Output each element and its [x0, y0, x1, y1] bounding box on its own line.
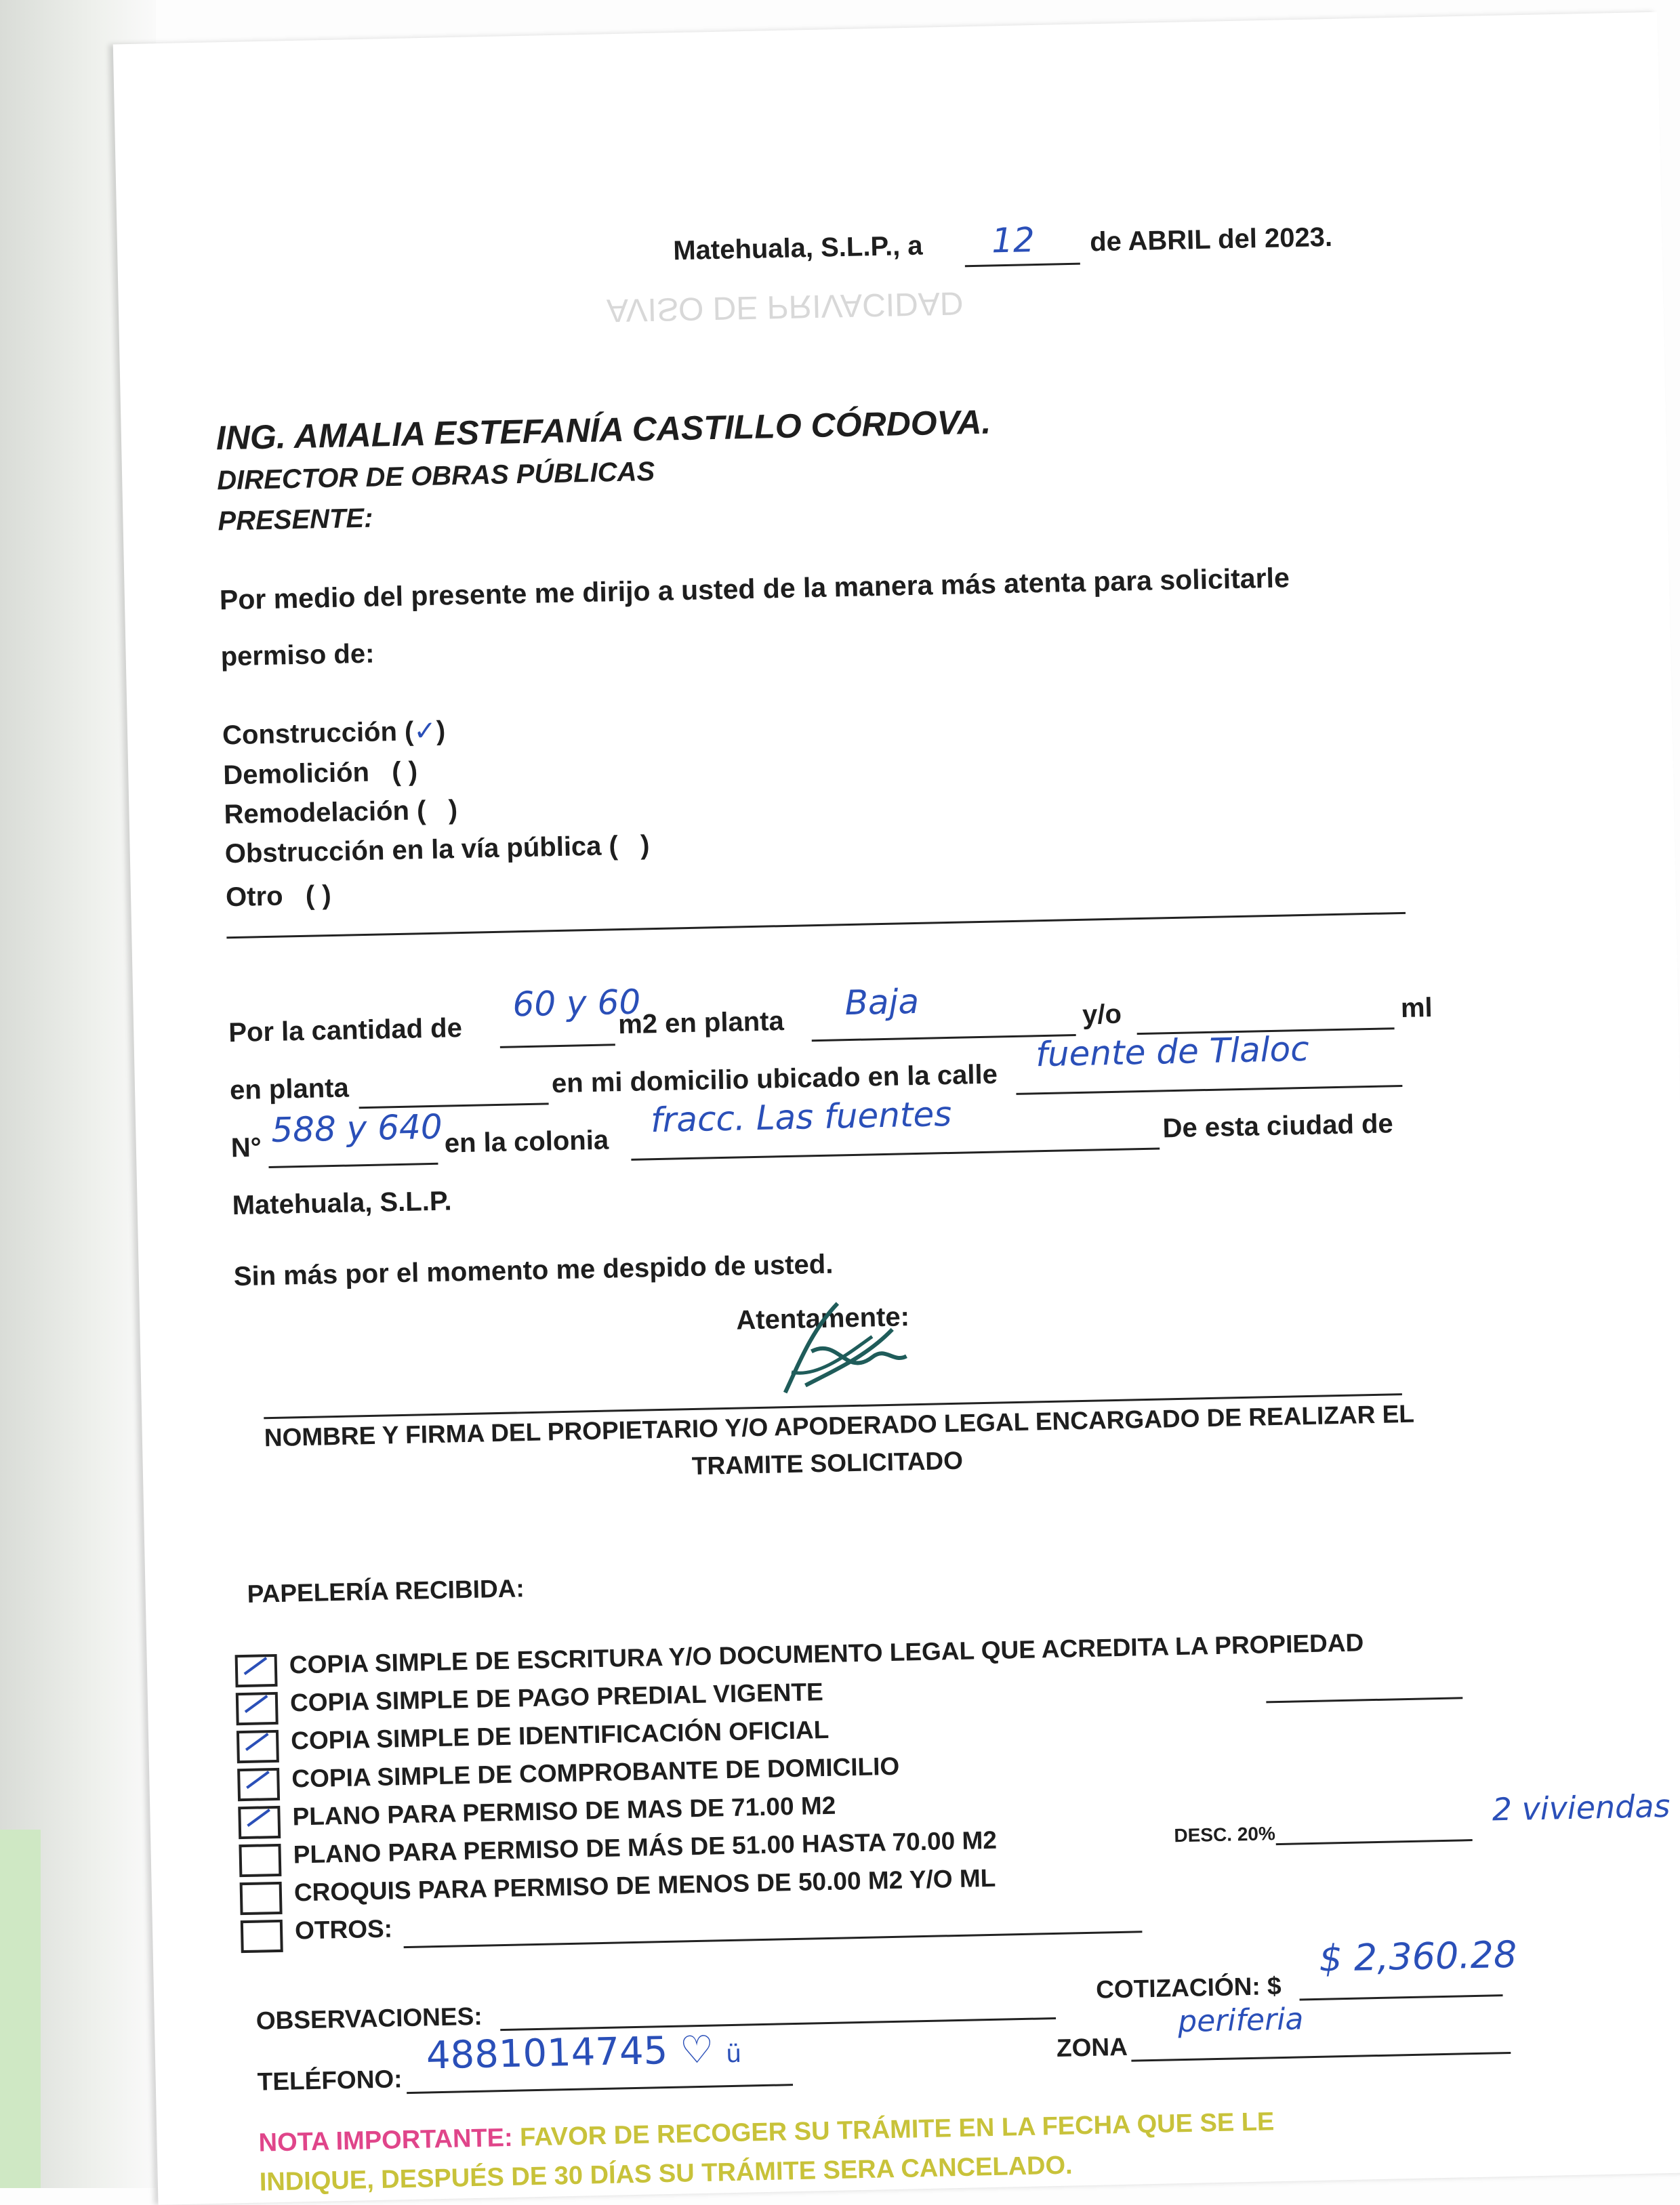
underlying-green-sheet	[0, 1830, 41, 2188]
label-ml: ml	[1400, 993, 1433, 1023]
doc-checkbox[interactable]	[241, 1920, 283, 1953]
city: Matehuala, S.L.P.	[232, 1186, 452, 1221]
request-form-page	[113, 12, 1680, 2205]
otros-line	[404, 1931, 1143, 1948]
telefono-line	[407, 2084, 793, 2094]
viviendas-handwritten: 2 viviendas	[1492, 1787, 1671, 1828]
nota-text-1: FAVOR DE RECOGER SU TRÁMITE EN LA FECHA QUE SE LE	[519, 2107, 1275, 2152]
doc-checkbox[interactable]	[237, 1730, 279, 1763]
permit-obstruccion	[224, 830, 650, 869]
permit-construccion	[222, 715, 446, 751]
telefono-handwritten	[426, 2027, 741, 2078]
heart-icon: ♡	[679, 2027, 714, 2073]
cotizacion-line	[1300, 1994, 1503, 2000]
qty-handwritten: 60 y 60	[512, 982, 641, 1025]
permit-close: )	[448, 795, 458, 825]
nota-line-2: INDIQUE, DESPUÉS DE 30 DÍAS SU TRÁMITE SERA CANCELADO.	[259, 2151, 1073, 2197]
zona-label: ZONA	[1056, 2032, 1128, 2062]
permit-mark: ✓	[413, 716, 437, 747]
no-line	[268, 1163, 438, 1168]
permit-otro	[226, 880, 331, 913]
place-date-prefix: Matehuala, S.L.P., a	[672, 230, 923, 266]
signature-caption-1: NOMBRE Y FIRMA DEL PROPIETARIO Y/O APODERADO LEGAL ENCARGADO DE REALIZAR EL	[264, 1399, 1415, 1452]
observaciones-label: OBSERVACIONES:	[255, 2002, 483, 2035]
doc-item: PLANO PARA PERMISO DE MÁS DE 51.00 HASTA 70.00 M2	[293, 1826, 998, 1869]
doc-item: PLANO PARA PERMISO DE MAS DE 71.00 M2	[292, 1791, 836, 1831]
permit-label: Demolición	[222, 757, 370, 791]
intro-line-2: permiso de:	[220, 638, 375, 672]
farewell: Sin más por el momento me despido de usted.	[233, 1249, 834, 1292]
signature	[736, 1288, 915, 1407]
label-no: N°	[230, 1132, 262, 1163]
documents-heading: PAPELERÍA RECIBIDA:	[247, 1574, 525, 1608]
doc-item: COPIA SIMPLE DE ESCRITURA Y/O DOCUMENTO LEGAL QUE ACREDITA LA PROPIEDAD	[289, 1628, 1364, 1679]
calle-line	[1016, 1085, 1402, 1095]
predial-side-line	[1266, 1697, 1462, 1703]
doc-checkbox[interactable]	[238, 1806, 281, 1839]
intro-line-1: Por medio del presente me dirijo a usted de la manera más atenta para solicitarle	[219, 562, 1290, 616]
smiley-icon: ü	[725, 2040, 742, 2069]
zona-line	[1131, 2052, 1511, 2062]
permit-label: Remodelación (	[224, 796, 426, 830]
place-date-suffix: de ABRIL del 2023.	[1089, 222, 1333, 257]
doc-item: COPIA SIMPLE DE IDENTIFICACIÓN OFICIAL	[290, 1715, 829, 1755]
day-line	[965, 263, 1080, 268]
nota-label: NOTA IMPORTANTE:	[258, 2123, 514, 2158]
addressee-presente: PRESENTE:	[218, 503, 373, 537]
label-en-planta: en planta	[229, 1073, 350, 1106]
colonia-handwritten: fracc. Las fuentes	[650, 1094, 952, 1140]
label-ciudad: De esta ciudad de	[1162, 1109, 1394, 1144]
permit-mark: ( )	[391, 756, 418, 787]
cotizacion-label: COTIZACIÓN: $	[1095, 1972, 1282, 2004]
desc-line	[1276, 1839, 1473, 1845]
permit-label: Construcción (	[222, 716, 414, 751]
cotizacion-handwritten: $ 2,360.28	[1318, 1933, 1517, 1980]
permit-mark: ( )	[305, 880, 332, 911]
label-yo: y/o	[1082, 999, 1122, 1030]
otro-line	[226, 912, 1406, 939]
observaciones-line	[500, 2017, 1056, 2031]
nota-line-1	[258, 2107, 1275, 2158]
doc-checkbox[interactable]	[236, 1692, 279, 1725]
permit-label: Obstrucción en la vía pública (	[224, 831, 619, 869]
doc-item: CROQUIS PARA PERMISO DE MENOS DE 50.00 M2 Y/O ML	[293, 1863, 996, 1907]
permit-label: Otro	[225, 881, 284, 913]
label-cantidad: Por la cantidad de	[228, 1013, 463, 1048]
qty-line	[500, 1044, 615, 1048]
doc-checkbox[interactable]	[240, 1882, 283, 1915]
day-handwritten: 12	[991, 220, 1036, 261]
permit-close: )	[436, 716, 446, 746]
permit-remodelacion	[224, 795, 457, 830]
doc-checkbox[interactable]	[237, 1768, 280, 1801]
label-m2-planta: m2 en planta	[617, 1006, 785, 1040]
calle-handwritten: fuente de Tlaloc	[1035, 1029, 1310, 1075]
telefono-number: 4881014745	[426, 2028, 668, 2078]
doc-item: OTROS:	[294, 1914, 393, 1945]
permit-close: )	[640, 830, 650, 861]
label-domicilio: en mi domicilio ubicado en la calle	[551, 1059, 998, 1099]
telefono-label: TELÉFONO:	[257, 2065, 403, 2096]
addressee-title: DIRECTOR DE OBRAS PÚBLICAS	[216, 456, 655, 496]
atentamente: Atentamente:	[735, 1302, 910, 1336]
addressee-name: ING. AMALIA ESTEFANÍA CASTILLO CÓRDOVA.	[216, 403, 991, 457]
planta-handwritten: Baja	[844, 981, 920, 1023]
permit-demolicion	[223, 756, 418, 791]
doc-item: COPIA SIMPLE DE PAGO PREDIAL VIGENTE	[289, 1678, 824, 1717]
desc-label: DESC. 20%	[1174, 1823, 1276, 1847]
show-through-text: AVISO DE PRIVACIDAD	[606, 285, 964, 329]
colonia-line	[631, 1147, 1160, 1160]
signature-caption-2: TRAMITE SOLICITADO	[691, 1446, 964, 1481]
zona-handwritten: periferia	[1177, 2002, 1304, 2040]
no-handwritten: 588 y 640	[270, 1107, 443, 1150]
doc-checkbox[interactable]	[235, 1654, 278, 1687]
doc-item: COPIA SIMPLE DE COMPROBANTE DE DOMICILIO	[291, 1752, 900, 1793]
label-colonia: en la colonia	[444, 1125, 609, 1159]
doc-checkbox[interactable]	[239, 1844, 281, 1877]
